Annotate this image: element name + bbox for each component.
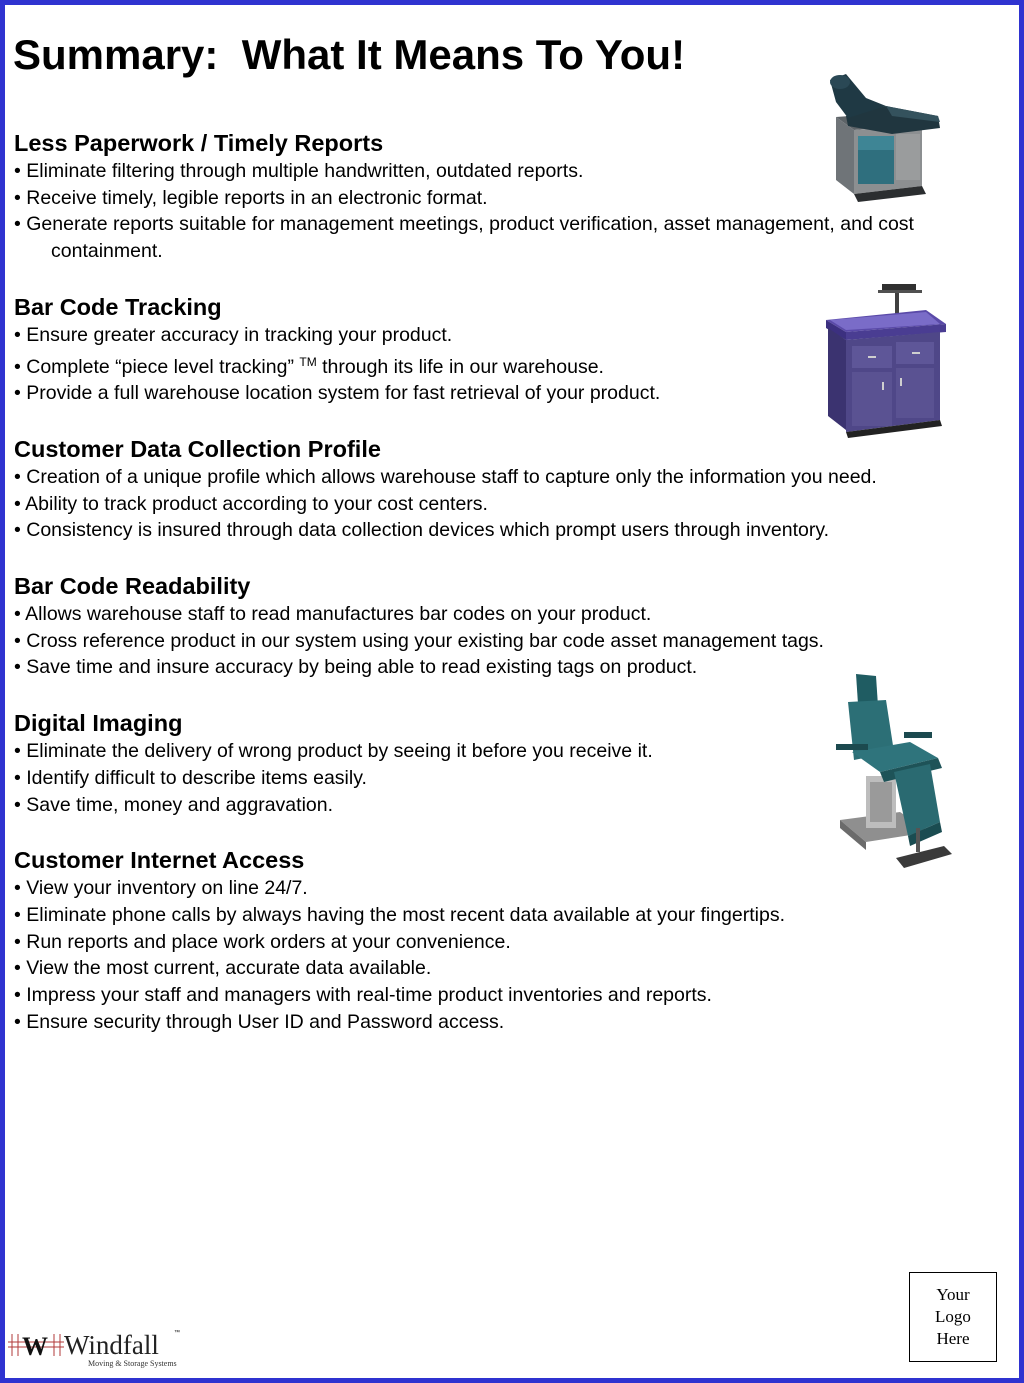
brand-tagline: Moving & Storage Systems (88, 1359, 177, 1368)
section-heading: Less Paperwork / Timely Reports (14, 130, 384, 156)
logo-placeholder-line: Here (936, 1329, 970, 1348)
bullet-item: • Provide a full warehouse location system for fast retrieval of your product. (14, 382, 661, 405)
bullet-item: • Ability to track product according to your cost centers. (14, 492, 488, 515)
exam-table-image (826, 72, 946, 204)
section-heading: Customer Data Collection Profile (14, 435, 381, 462)
exam-chair-image (830, 672, 956, 882)
bullet-item: • View your inventory on line 24/7. (14, 877, 308, 900)
bullet-item: • Creation of a unique profile which allows warehouse staff to capture only the information you need. (14, 465, 877, 488)
bullet-item: • Eliminate the delivery of wrong product by seeing it before you receive it. (14, 740, 653, 763)
logo-placeholder (909, 1272, 997, 1362)
bullet-item: • Generate reports suitable for management meetings, product verification, asset management, and cost containment. (14, 213, 914, 263)
bullet-item: • Save time, money and aggravation. (14, 793, 334, 816)
windfall-w-mark-icon (8, 1330, 64, 1360)
logo-placeholder-line: Your (936, 1285, 970, 1304)
bullet-item: • Eliminate filtering through multiple handwritten, outdated reports. (14, 160, 584, 182)
bullet-item: • Ensure greater accuracy in tracking your product. (14, 323, 453, 346)
page-title: Summary: What It Means To You! (13, 31, 686, 78)
bullet-item: • Ensure security through User ID and Password access. (14, 1010, 505, 1033)
section-heading: Bar Code Tracking (14, 293, 222, 320)
bullet-item: • Consistency is insured through data collection devices which prompt users through inventory. (14, 519, 830, 542)
windfall-logo (8, 1328, 188, 1372)
section-customer-data-collection (14, 434, 1014, 544)
bullet-item: • Cross reference product in our system using your existing bar code asset management tags. (14, 629, 824, 652)
bullet-item: • View the most current, accurate data available. (14, 957, 432, 980)
trademark-superscript: TM (299, 354, 317, 369)
section-heading: Bar Code Readability (14, 573, 251, 600)
section-bar-code-readability (14, 571, 1014, 681)
bullet-item: • Identify difficult to describe items easily. (14, 766, 367, 789)
bullet-item: • Save time and insure accuracy by being able to read existing tags on product. (14, 656, 698, 679)
bullet-item: • Allows warehouse staff to read manufactures bar codes on your product. (14, 603, 652, 626)
bullet-item: • Run reports and place work orders at your convenience. (14, 930, 511, 953)
brand-name: Windfall (64, 1330, 159, 1360)
summary-content (14, 128, 1014, 1062)
bullet-item: • Impress your staff and managers with real-time product inventories and reports. (14, 984, 712, 1007)
bullet-item: • Receive timely, legible reports in an electronic format. (14, 186, 488, 209)
section-heading: Customer Internet Access (14, 847, 305, 874)
section-heading: Digital Imaging (14, 710, 183, 737)
logo-placeholder-line: Logo (935, 1307, 971, 1326)
bullet-text: • Complete “piece level tracking” (14, 355, 294, 378)
scale-cabinet-image (822, 282, 950, 442)
bullet-item: • Eliminate phone calls by always having the most recent data available at your fingertips. (14, 903, 785, 926)
brand-trademark: ™ (174, 1330, 180, 1336)
brand-mark: W (22, 1332, 48, 1360)
bullet-text: through its life in our warehouse. (322, 355, 604, 378)
